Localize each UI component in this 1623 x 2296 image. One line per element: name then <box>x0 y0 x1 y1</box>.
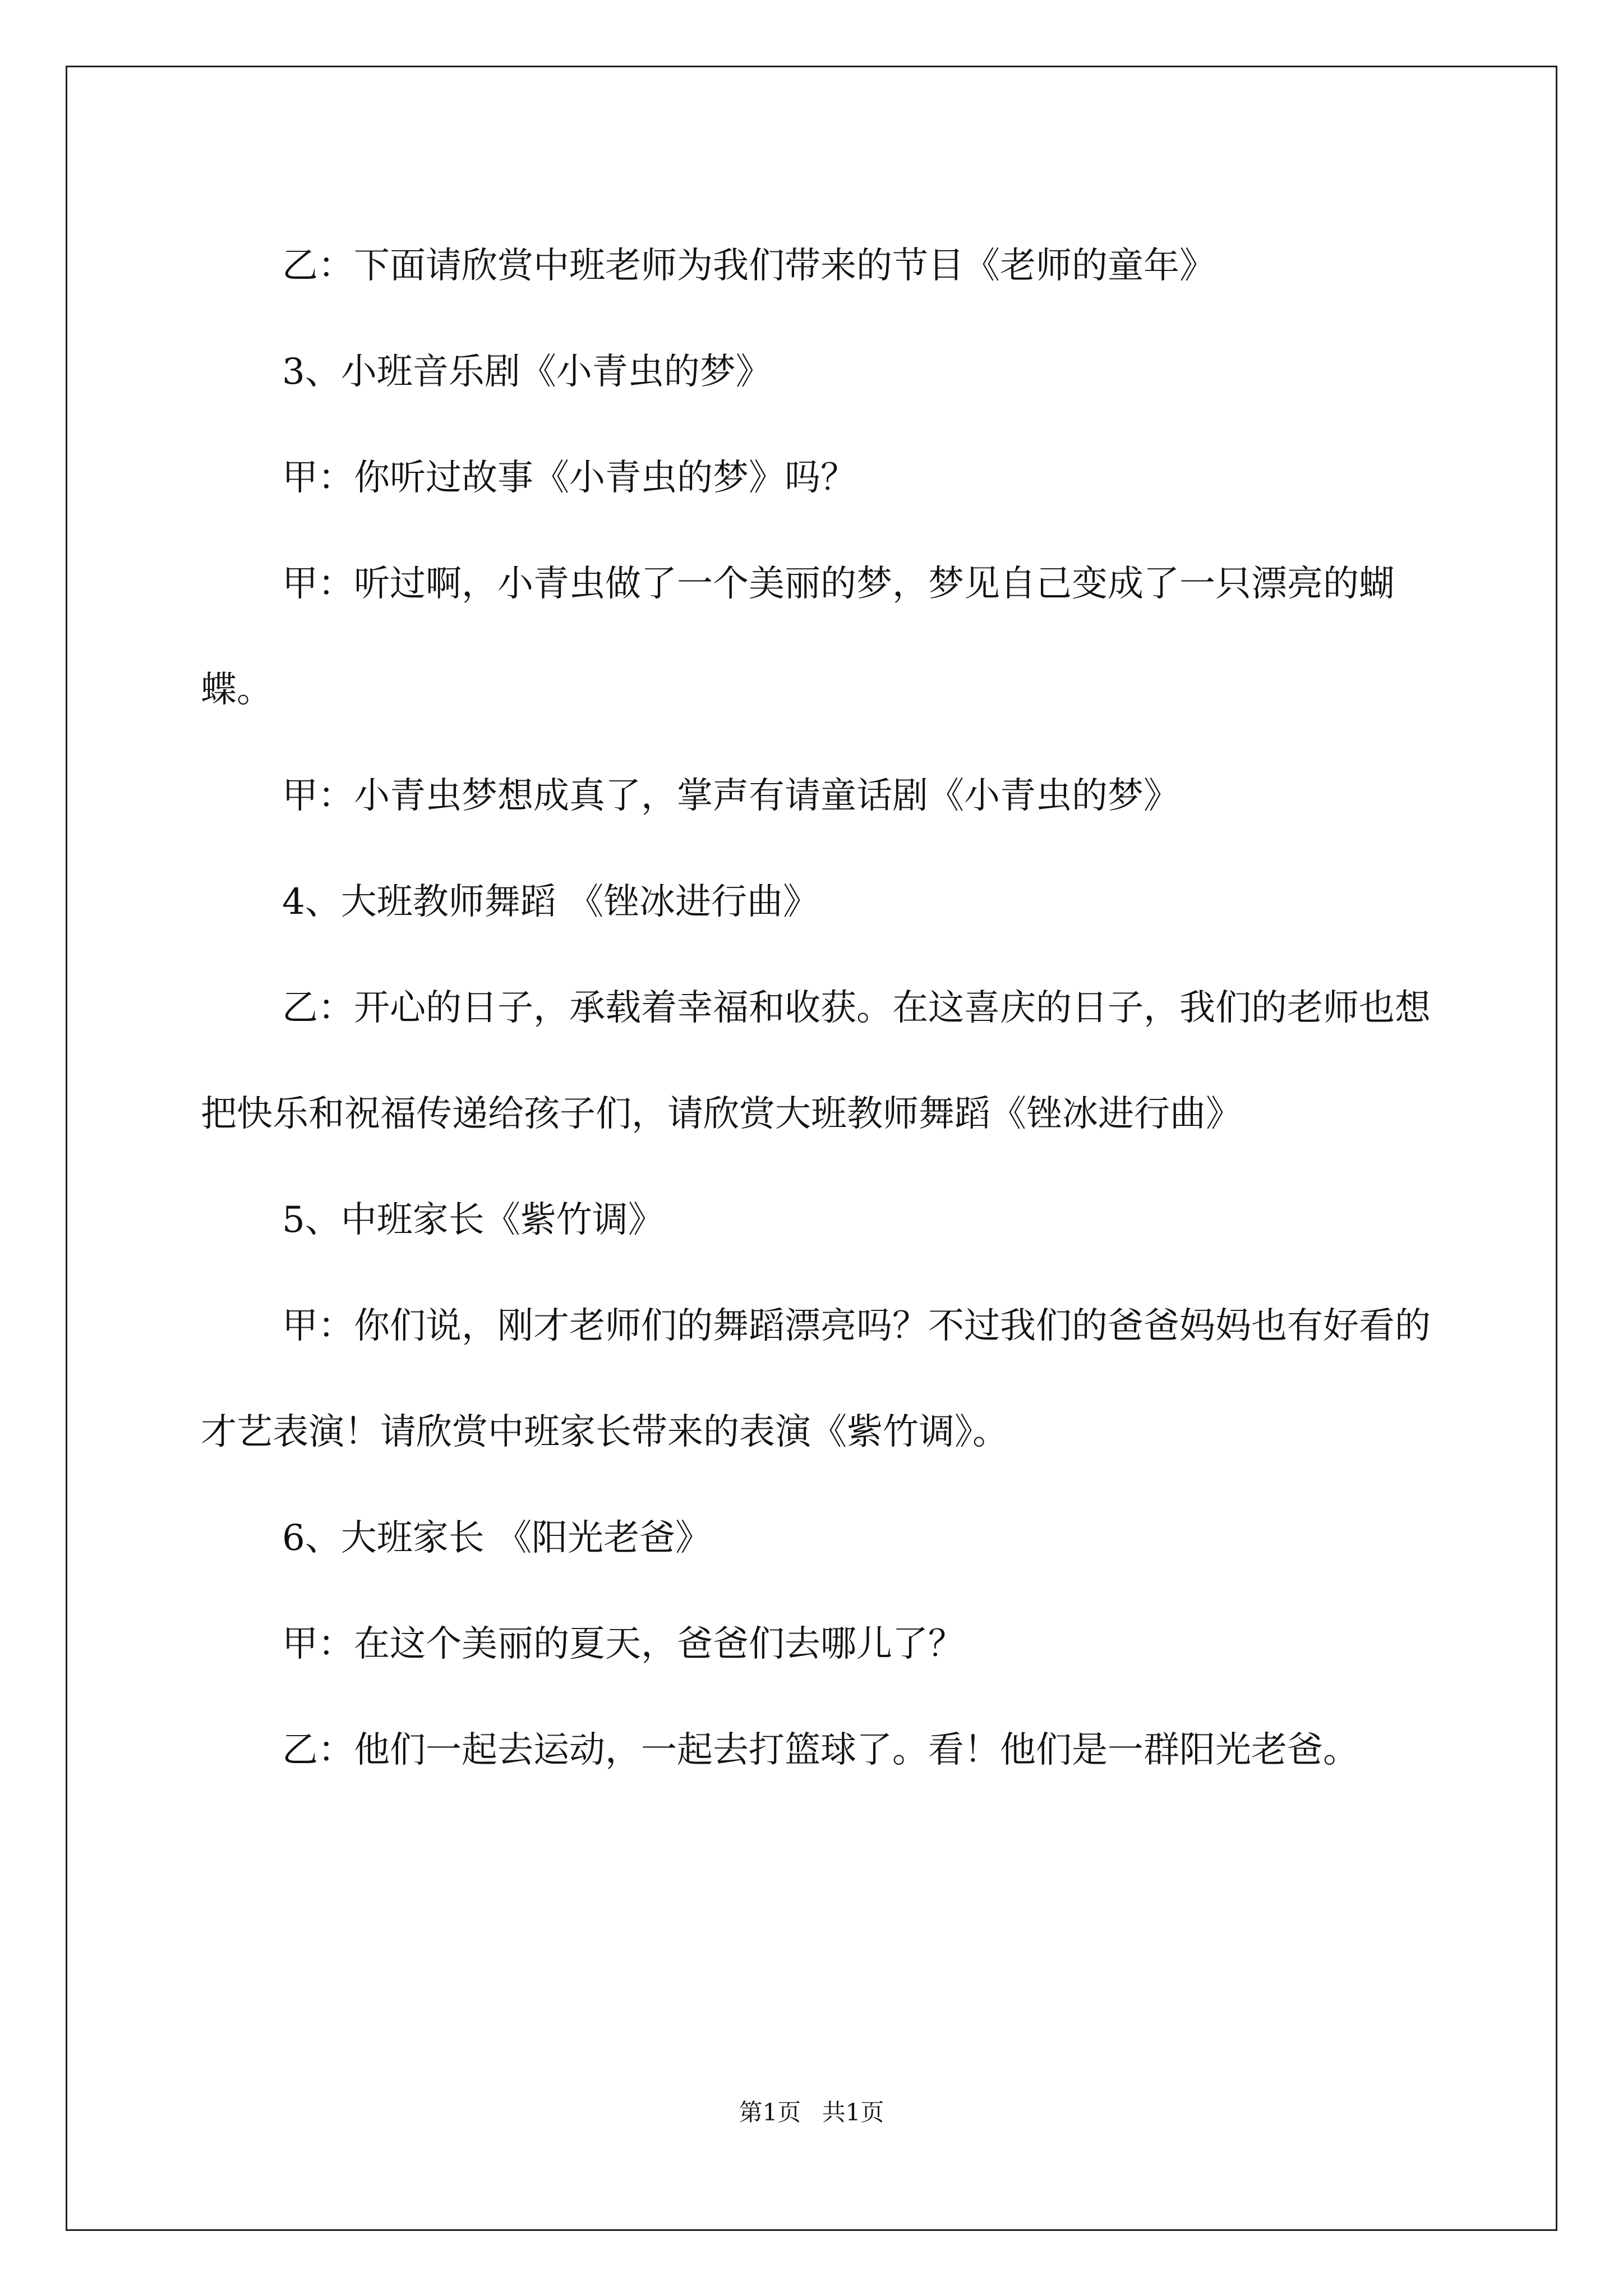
paragraph: 甲：听过啊，小青虫做了一个美丽的梦，梦见自己变成了一只漂亮的蝴蝶。 <box>201 563 1395 711</box>
paragraph: 乙：开心的日子，承载着幸福和收获。在这喜庆的日子，我们的老师也想把快乐和祝福传递给孩子们，请欣赏大班教师舞蹈《锉冰进行曲》 <box>201 987 1431 1135</box>
paragraph: 甲：你们说，刚才老师们的舞蹈漂亮吗？不过我们的爸爸妈妈也有好看的才艺表演！请欣赏中班家长带来的表演《紫竹调》。 <box>201 1305 1431 1453</box>
paragraph: 甲：在这个美丽的夏天，爸爸们去哪儿了？ <box>282 1623 964 1665</box>
page-number-current: 第1页 <box>739 2099 801 2126</box>
paragraph: 6、大班家长 《阳光老爸》 <box>282 1517 712 1559</box>
document-body <box>201 213 1435 1803</box>
paragraph: 5、中班家长《紫竹调》 <box>282 1199 664 1241</box>
paragraph: 甲：小青虫梦想成真了，掌声有请童话剧《小青虫的梦》 <box>282 775 1179 817</box>
page-number-total: 共1页 <box>822 2099 884 2126</box>
paragraph: 甲：你听过故事《小青虫的梦》吗？ <box>282 457 856 499</box>
paragraph: 3、小班音乐剧《小青虫的梦》 <box>282 351 772 393</box>
page-footer <box>0 2096 1623 2129</box>
paragraph: 乙：下面请欣赏中班老师为我们带来的节目《老师的童年》 <box>282 245 1215 287</box>
paragraph: 乙：他们一起去运动，一起去打篮球了。看！他们是一群阳光老爸。 <box>282 1729 1359 1771</box>
paragraph: 4、大班教师舞蹈 《锉冰进行曲》 <box>282 881 819 923</box>
